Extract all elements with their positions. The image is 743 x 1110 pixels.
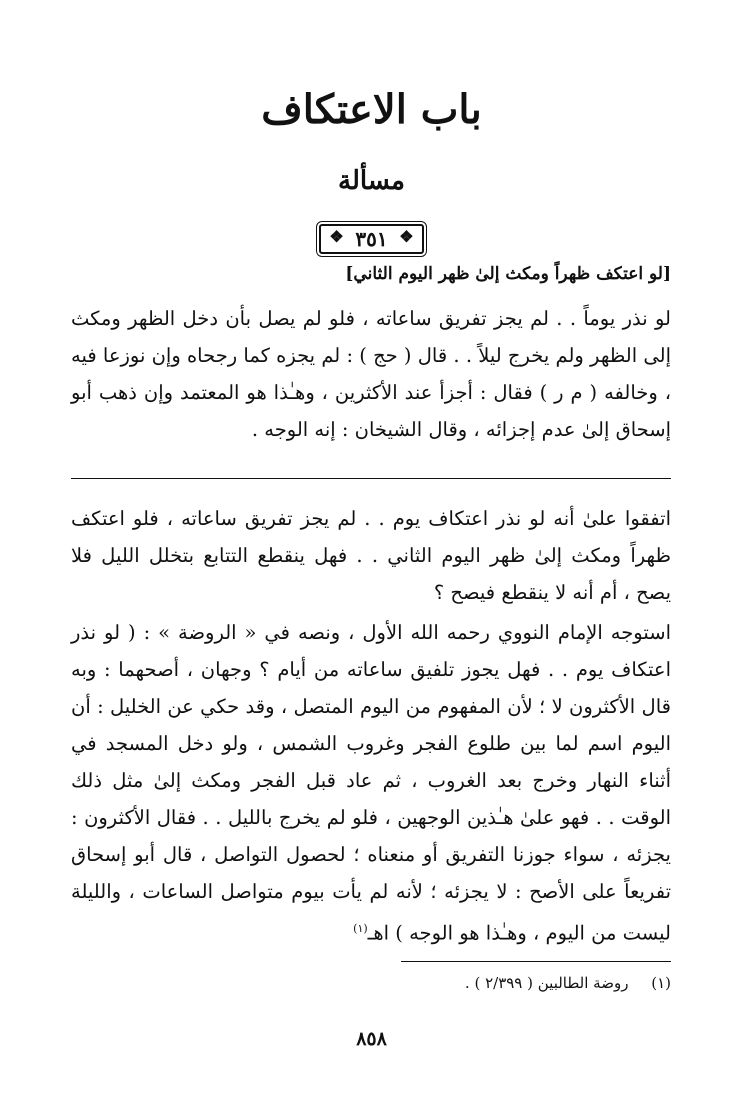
- sharh-paragraph-1: اتفقوا علىٰ أنه لو نذر اعتكاف يوم . . لم يجز تفريق ساعاته ، فلو اعتكف ظهراً ومكث إلىٰ ظهر اليوم الثاني . . فهل ينقطع التتابع بتخلل الليل فلا يصح ، أم أنه لا ينقطع فيصح ؟: [71, 507, 671, 604]
- footnote-number: (١): [651, 974, 671, 992]
- footnote: [465, 974, 671, 992]
- footnote-reference[interactable]: (١): [353, 922, 368, 935]
- issue-number: ❖ ٣٥١ ❖: [319, 224, 423, 254]
- page-number: ٨٥٨: [356, 1028, 387, 1050]
- footnote-separator: [401, 961, 671, 962]
- matn-paragraph: لو نذر يوماً . . لم يجز تفريق ساعاته ، فلو لم يصل بأن دخل الظهر ومكث إلى الظهر ولم يخرج ليلاً . . قال ( حج ) : لم يجزه كما رجحاه وإن نوزعا فيه ، وخالفه ( م ر ) فقال : أجزأ عند الأكثرين ، وهـٰذا هو المعتمد وإن ذهب أبو إسحاق إلىٰ عدم إجزائه ، وقال الشيخان : إنه الوجه .: [71, 307, 671, 441]
- masala-title: مسألة: [338, 166, 405, 196]
- footnote-text: روضة الطالبين ( ٢/٣٩٩ ) .: [464, 974, 629, 992]
- issue-heading: [لو اعتكف ظهراً ومكث إلىٰ ظهر اليوم الثاني]: [345, 264, 671, 284]
- issue-number-frame: [0, 224, 743, 254]
- sharh-text-1: [71, 500, 671, 611]
- matn-separator: [71, 478, 671, 479]
- chapter-title: باب الاعتكاف: [261, 86, 482, 133]
- sharh-text-2: [71, 614, 671, 952]
- sharh-paragraph-2: استوجه الإمام النووي رحمه الله الأول ، ونصه في « الروضة » : ( لو نذر اعتكاف يوم . . فهل يجوز تلفيق ساعاته من أيام ؟ وجهان ، أصحهما : وبه قال الأكثرون لا ؛ لأن المفهوم من اليوم المتصل ، وقد حكي عن الخليل : أن اليوم اسم لما بين طلوع الفجر وغروب الشمس ، ولو دخل المسجد في أثناء النهار وخرج بعد الغروب ، ثم عاد قبل الفجر ومكث إلىٰ مثل ذلك الوقت . . فهو علىٰ هـٰذين الوجهين ، فلو لم يخرج بالليل . . فقال الأكثرون : يجزئه ، سواء جوزنا التفريق أو منعناه ؛ لحصول التواصل ، قال أبو إسحاق تفريعاً على الأصح : لا يجزئه ؛ لأنه لم يأت بيوم متواصل الساعات ، والليلة ليست من اليوم ، وهـٰذا هو الوجه ) اهـ: [71, 621, 671, 945]
- matn-text: [71, 300, 671, 448]
